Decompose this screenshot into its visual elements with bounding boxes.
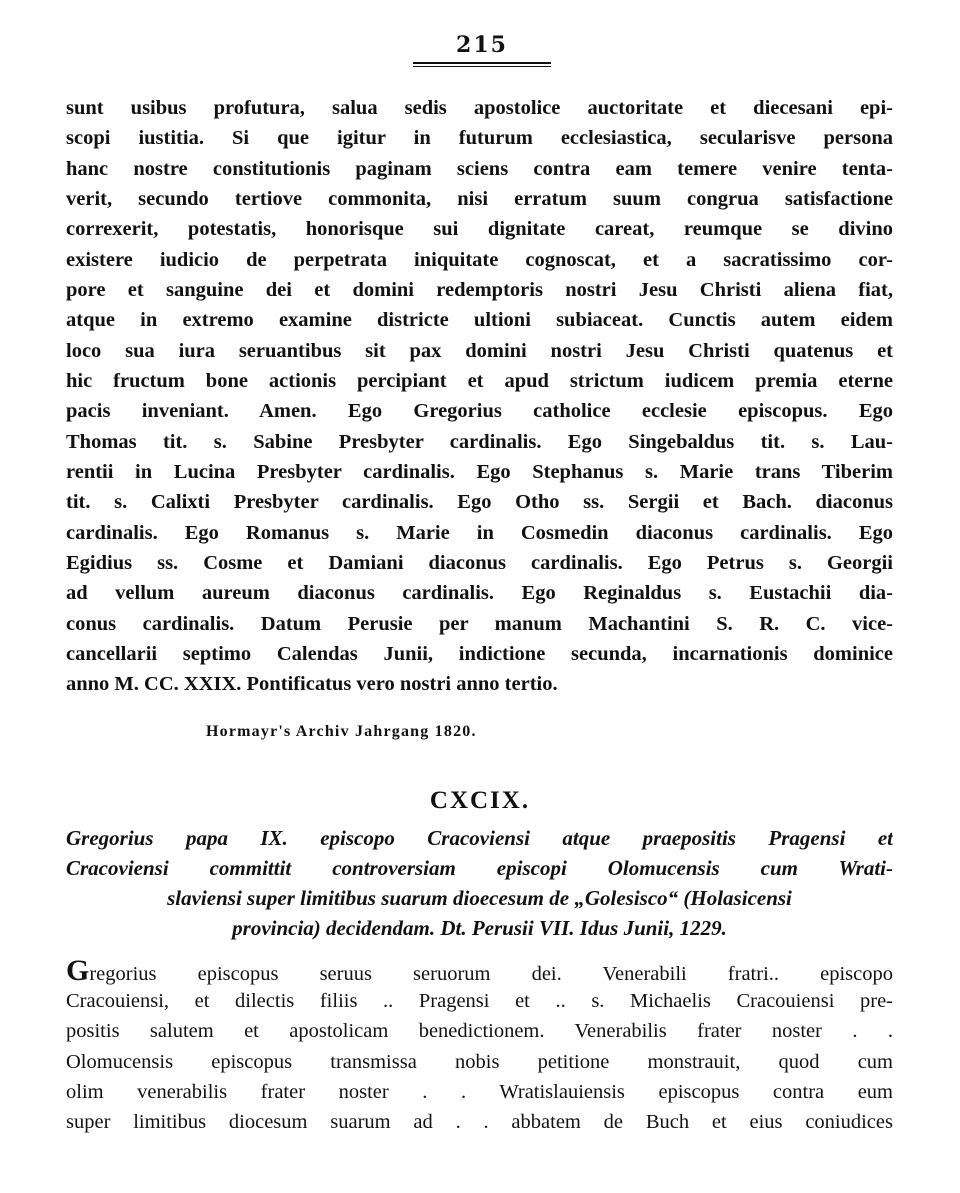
text-line: atque in extremo examine districte ultioni subiaceat. Cunctis autem eidem — [66, 309, 893, 331]
text-line: conus cardinalis. Datum Perusie per manum Machantini S. R. C. vice- — [66, 613, 893, 635]
header-rule — [413, 62, 551, 64]
drop-cap: G — [66, 956, 90, 986]
text-line: anno M. CC. XXIX. Pontificatus vero nostri anno tertio. — [66, 673, 558, 695]
text-line: existere iudicio de perpetrata iniquitate cognoscat, et a sacratissimo cor- — [66, 249, 893, 271]
text-line: Thomas tit. s. Sabine Presbyter cardinalis. Ego Singebaldus tit. s. Lau- — [66, 431, 893, 453]
source-note: Hormayr's Archiv Jahrgang 1820. — [206, 723, 477, 740]
text-line: tit. s. Calixti Presbyter cardinalis. Ego Otho ss. Sergii et Bach. diaconus — [66, 491, 893, 513]
header-rule-thin — [413, 66, 551, 67]
text-line: correxerit, potestatis, honorisque sui dignitate careat, reumque se divino — [66, 218, 893, 240]
summary-line: Cracoviensi committit controversiam episcopi Olomucensis cum Wrati- — [66, 856, 893, 880]
body-line: Olomucensis episcopus transmissa nobis petitione monstrauit, quod cum — [66, 1051, 893, 1073]
text-line: rentii in Lucina Presbyter cardinalis. Ego Stephanus s. Marie trans Tiberim — [66, 461, 893, 483]
text-line: hic fructum bone actionis percipiant et apud strictum iudicem premia eterne — [66, 370, 893, 392]
summary-line: Gregorius papa IX. episcopo Cracoviensi atque praepositis Pragensi et — [66, 826, 893, 850]
body-line: positis salutem et apostolicam benedictionem. Venerabilis frater noster . . — [66, 1020, 893, 1042]
text-line: Egidius ss. Cosme et Damiani diaconus cardinalis. Ego Petrus s. Georgii — [66, 552, 893, 574]
body-line: olim venerabilis frater noster . . Wratislauiensis episcopus contra eum — [66, 1081, 893, 1103]
text-line: pacis inveniant. Amen. Ego Gregorius catholice ecclesie episcopus. Ego — [66, 400, 893, 422]
document-heading: CXCIX. — [429, 787, 531, 814]
page-number: 215 — [456, 32, 508, 58]
text-line: pore et sanguine dei et domini redemptoris nostri Jesu Christi aliena fiat, — [66, 279, 893, 301]
summary-line: slaviensi super limitibus suarum dioecesum de „Golesisco“ (Holasicensi — [167, 886, 792, 910]
text-line: verit, secundo tertiove commonita, nisi erratum suum congrua satisfactione — [66, 188, 893, 210]
summary-line: provincia) decidendam. Dt. Perusii VII. Idus Junii, 1229. — [232, 916, 727, 940]
text-line: ad vellum aureum diaconus cardinalis. Ego Reginaldus s. Eustachii dia- — [66, 582, 893, 604]
body-line-text: regorius episcopus seruus seruorum dei. Venerabili fratri.. episcopo — [89, 963, 893, 985]
body-line — [66, 956, 893, 986]
text-line: hanc nostre constitutionis paginam sciens contra eam temere venire tenta- — [66, 158, 893, 180]
text-line: scopi iustitia. Si que igitur in futurum ecclesiastica, secularisve persona — [66, 127, 893, 149]
text-line: loco sua iura seruantibus sit pax domini nostri Jesu Christi quatenus et — [66, 340, 893, 362]
text-line: sunt usibus profutura, salua sedis apostolice auctoritate et diecesani epi- — [66, 97, 893, 119]
body-line: super limitibus diocesum suarum ad . . abbatem de Buch et eius coniudices — [66, 1111, 893, 1133]
text-line: cardinalis. Ego Romanus s. Marie in Cosmedin diaconus cardinalis. Ego — [66, 522, 893, 544]
body-line: Cracouiensi, et dilectis filiis .. Pragensi et .. s. Michaelis Cracouiensi pre- — [66, 990, 893, 1012]
text-line: cancellarii septimo Calendas Junii, indictione secunda, incarnationis dominice — [66, 643, 893, 665]
